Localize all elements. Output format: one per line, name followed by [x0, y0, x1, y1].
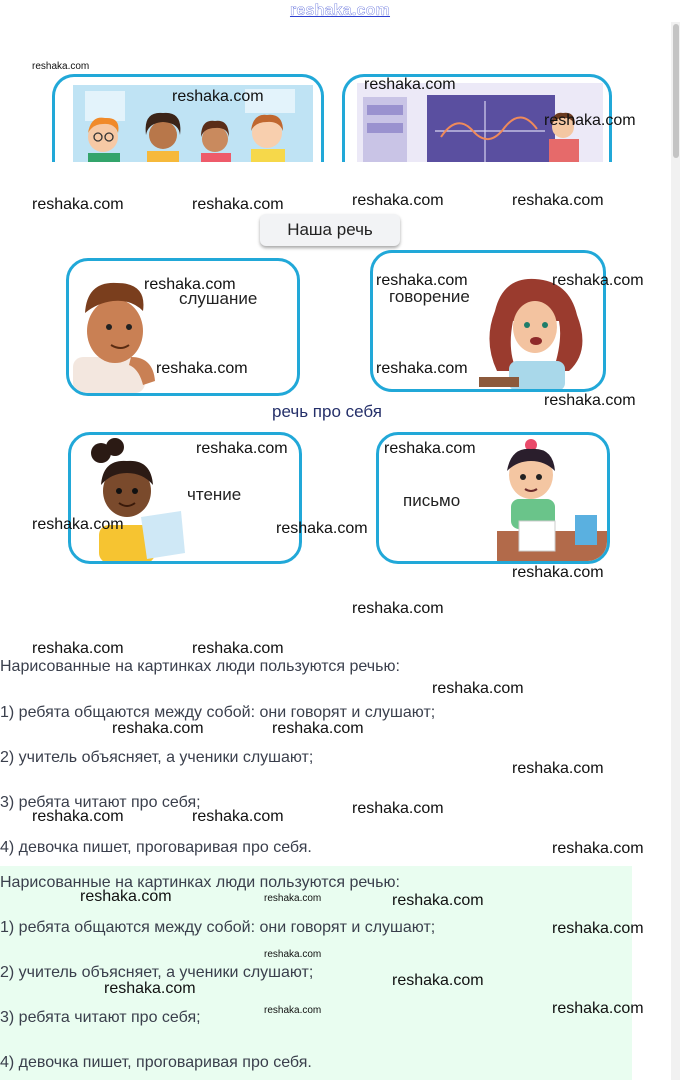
watermark: reshaka.com	[144, 276, 236, 293]
illustration	[0, 60, 670, 580]
watermark: reshaka.com	[552, 920, 644, 937]
watermark: reshaka.com	[276, 520, 368, 537]
watermark: reshaka.com	[544, 392, 636, 409]
watermark: reshaka.com	[512, 760, 604, 777]
watermark: reshaka.com	[192, 196, 284, 213]
scrollbar-thumb[interactable]	[673, 24, 679, 158]
watermark: reshaka.com	[352, 192, 444, 209]
watermark: reshaka.com	[80, 888, 172, 905]
watermark: reshaka.com	[376, 272, 468, 289]
intro-text: Нарисованные на картинках люди пользуются речью:	[0, 658, 400, 675]
watermark: reshaka.com	[32, 196, 124, 213]
watermark: reshaka.com	[376, 360, 468, 377]
answer-list-item: 4) девочка пишет, проговаривая про себя.	[0, 1054, 312, 1071]
answer-list-item: 1) ребята общаются между собой: они говорят и слушают;	[0, 919, 436, 936]
watermark: reshaka.com	[512, 564, 604, 581]
watermark: reshaka.com	[384, 440, 476, 457]
watermark: reshaka.com	[552, 840, 644, 857]
watermark: reshaka.com	[552, 272, 644, 289]
watermark: reshaka.com	[512, 192, 604, 209]
watermark: reshaka.com	[272, 720, 364, 737]
badge-title: Наша речь	[260, 214, 400, 246]
scrollbar-track[interactable]	[671, 22, 680, 1080]
watermark: reshaka.com	[392, 892, 484, 909]
watermark: reshaka.com	[432, 680, 524, 697]
watermark: reshaka.com	[156, 360, 248, 377]
card-label-listening: слушание	[179, 289, 258, 308]
girl-reading-illustration	[81, 435, 191, 563]
watermark: reshaka.com	[104, 980, 196, 997]
watermark: reshaka.com	[32, 640, 124, 657]
answer-intro-text: Нарисованные на картинках люди пользуются речью:	[0, 874, 400, 891]
watermark: reshaka.com	[192, 640, 284, 657]
answer-list-item: 2) учитель объясняет, а ученики слушают;	[0, 964, 314, 981]
card-label-speaking: говорение	[389, 287, 470, 306]
watermark: reshaka.com	[172, 88, 264, 105]
watermark: reshaka.com	[264, 893, 322, 904]
watermark: reshaka.com	[552, 1000, 644, 1017]
watermark: reshaka.com	[364, 76, 456, 93]
list-item: 2) учитель объясняет, а ученики слушают;	[0, 749, 314, 766]
watermark: reshaka.com	[32, 516, 124, 533]
card-label-reading: чтение	[187, 485, 242, 504]
list-item: 3) ребята читают про себя;	[0, 794, 201, 811]
watermark: reshaka.com	[32, 808, 124, 825]
site-link[interactable]: reshaka.com	[289, 2, 391, 19]
watermark: reshaka.com	[352, 800, 444, 817]
watermark: reshaka.com	[264, 949, 322, 960]
caption-self-speech: речь про себя	[272, 402, 382, 421]
watermark: reshaka.com	[544, 112, 636, 129]
watermark: reshaka.com	[264, 1005, 322, 1016]
card-label-writing: письмо	[403, 491, 461, 510]
girl-writing-illustration	[489, 435, 609, 563]
watermark: reshaka.com	[32, 61, 90, 72]
list-item: 4) девочка пишет, проговаривая про себя.	[0, 839, 312, 856]
watermark: reshaka.com	[192, 808, 284, 825]
watermark: reshaka.com	[392, 972, 484, 989]
watermark: reshaka.com	[112, 720, 204, 737]
list-item: 1) ребята общаются между собой: они говорят и слушают;	[0, 704, 436, 721]
watermark: reshaka.com	[352, 600, 444, 617]
watermark: reshaka.com	[196, 440, 288, 457]
answer-list-item: 3) ребята читают про себя;	[0, 1009, 201, 1026]
